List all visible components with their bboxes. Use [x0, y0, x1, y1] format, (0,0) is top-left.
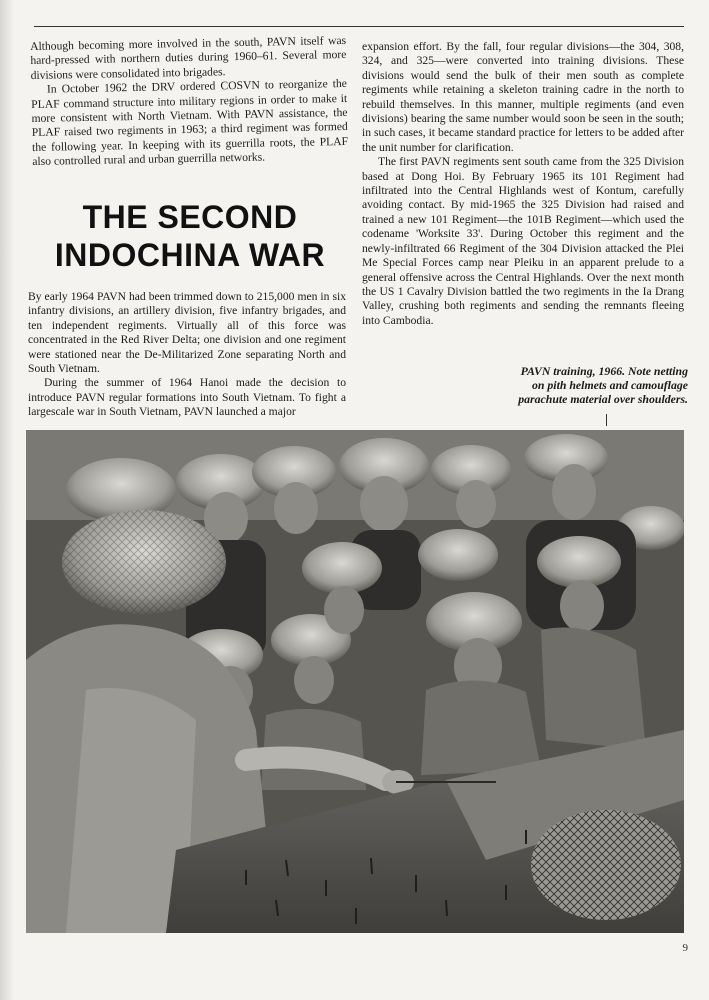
section-heading: [30, 198, 350, 274]
page-gutter-shadow: [0, 0, 14, 1000]
heading-line-1: THE SECOND: [82, 199, 298, 235]
top-rule: [34, 26, 684, 27]
left-column-top: [30, 34, 348, 170]
paragraph: By early 1964 PAVN had been trimmed down to 215,000 men in six infantry divisions, an artillery division, five infantry brigades, and ten independent regiments. Virtually all of this force was concentrated in the Red River Delta; one division and one regiment were stationed near the De-Militarized Zone separating North and South Vietnam.: [28, 290, 346, 376]
paragraph: Although becoming more involved in the south, PAVN itself was hard-pressed with northern duties during 1960–61. Several more divisions were consolidated into brigades.: [30, 33, 347, 82]
paragraph: In October 1962 the DRV ordered COSVN to reorganize the PLAF command structure into military regions in order to make it more consistent with North Vietnam. With PAVN assistance, the PLAF raised two regiments in 1963; a third regiment was formed the following year. In keeping with its guerrilla roots, the PLAF also controlled rural and urban guerrilla networks.: [31, 77, 349, 169]
left-column-bottom: [28, 290, 346, 420]
training-photo: [26, 430, 684, 933]
heading-line-2: INDOCHINA WAR: [54, 237, 326, 273]
paragraph: During the summer of 1964 Hanoi made the decision to introduce PAVN regular formations into South Vietnam. To fight a largescale war in South Vietnam, PAVN launched a major: [28, 376, 346, 419]
page-number: 9: [682, 942, 688, 954]
right-column: [362, 40, 684, 328]
photo-caption: PAVN training, 1966. Note netting on pith helmets and camouflage parachute material over shoulders.: [518, 364, 688, 406]
caption-pointer: [606, 414, 607, 426]
paragraph: expansion effort. By the fall, four regular divisions—the 304, 308, 324, and 325—were converted into training divisions. These divisions would send the bulk of their men south as complete regiments while retaining a skeleton training cadre in the north to rebuild themselves. In this manner, multiple regiments (and even divisions) bearing the same number would soon be seen in the south; in such cases, it became standard practice for letters to be added after the unit number for clarification.: [362, 40, 684, 154]
paragraph: The first PAVN regiments sent south came from the 325 Division based at Dong Hoi. By February 1965 its 101 Regiment had infiltrated into the Central Highlands west of Kontum, carefully avoiding contact. By mid-1965 the 325 Division had raised and trained a new 101 Regiment—the 101B Regiment—which used the codename 'Worksite 33'. During October this regiment and the newly-infiltrated 66 Regiment of the 304 Division attacked the Plei Me Special Forces camp near Pleiku in an apparent prelude to a general offensive across the Central Highlands. Over the next month the US 1 Cavalry Division battled the two regiments in the Ia Drang Valley, crushing both regiments and sending the remnants fleeing into Cambodia.: [362, 155, 684, 327]
photo-illustration: [26, 430, 684, 933]
